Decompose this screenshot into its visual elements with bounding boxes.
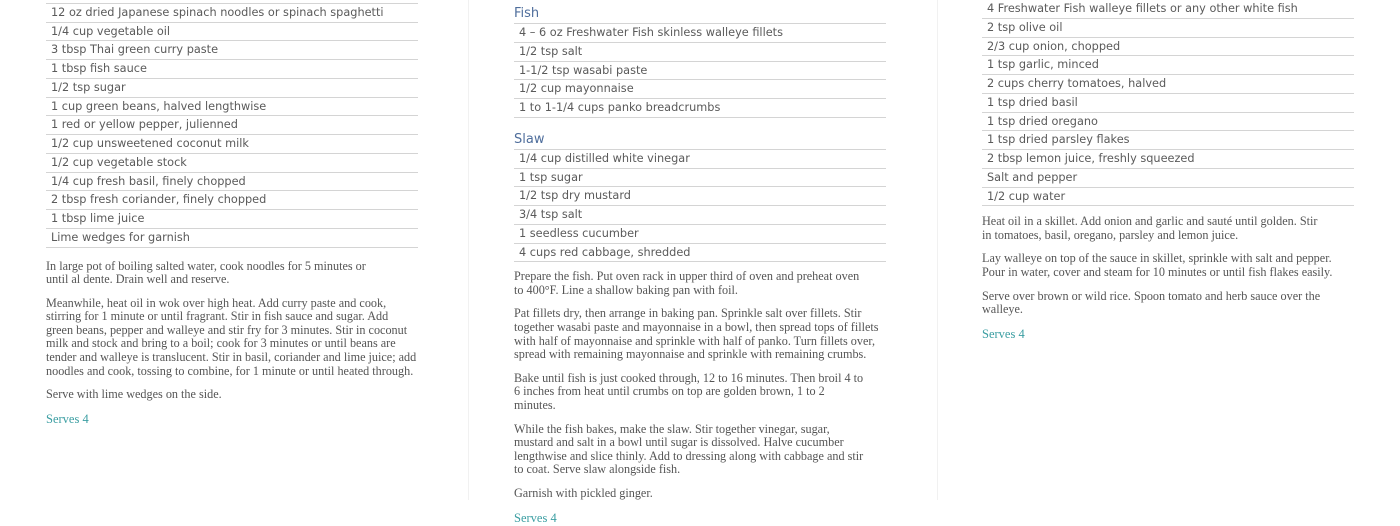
list-item: 4 Freshwater Fish walleye fillets or any other white fish <box>982 0 1354 19</box>
direction-paragraph: Lay walleye on top of the sauce in skillet, sprinkle with salt and pepper. Pour in water, cover and steam for 10 minutes or until fish flakes easily. <box>982 251 1333 280</box>
list-item: 2 cups cherry tomatoes, halved <box>982 75 1354 94</box>
list-item: 1 tsp dried basil <box>982 94 1354 113</box>
serves-label: Serves 4 <box>514 510 557 525</box>
list-item: 1 tsp sugar <box>514 169 886 188</box>
list-item: 1 tsp dried parsley flakes <box>982 131 1354 150</box>
list-item: 1 cup green beans, halved lengthwise <box>46 98 418 117</box>
direction-paragraph: Meanwhile, heat oil in wok over high heat. Add curry paste and cook, stirring for 1 minute or until fragrant. Stir in fish sauce and sugar. Add green beans, pepper and walleye and stir fry for 3 minutes. Stir in coconut milk and stock and bring to a boil; cook for 3 minutes or until beans are tender and walleye is translucent. Stir in basil, coriander and lime juice; add noodles and cook, tossing to combine, for 1 minute or until heated through. <box>46 295 417 378</box>
recipe-right <box>982 0 1354 342</box>
list-item: Salt and pepper <box>982 169 1354 188</box>
list-item: 1 red or yellow pepper, julienned <box>46 116 418 135</box>
ingredient-list-slaw <box>514 150 886 263</box>
direction-paragraph: Heat oil in a skillet. Add onion and garlic and sauté until golden. Stir in tomatoes, basil, oregano, parsley and lemon juice. <box>982 214 1318 242</box>
serves-label: Serves 4 <box>982 326 1025 341</box>
list-item: 1/2 tsp salt <box>514 43 886 62</box>
list-item: 2 tbsp lemon juice, freshly squeezed <box>982 150 1354 169</box>
list-item: 1/4 cup vegetable oil <box>46 23 418 42</box>
list-item: 3 tbsp Thai green curry paste <box>46 41 418 60</box>
list-item: 2 tbsp fresh coriander, finely chopped <box>46 191 418 210</box>
list-item: 1 tbsp fish sauce <box>46 60 418 79</box>
direction-paragraph: Serve over brown or wild rice. Spoon tomato and herb sauce over the walleye. <box>982 288 1321 317</box>
list-item: Lime wedges for garnish <box>46 229 418 248</box>
direction-paragraph: Serve with lime wedges on the side. <box>46 387 222 402</box>
page-divider <box>468 0 469 500</box>
section-heading-fish: Fish <box>514 3 886 24</box>
list-item: 1 to 1-1/4 cups panko breadcrumbs <box>514 99 886 118</box>
list-item: 1 seedless cucumber <box>514 225 886 244</box>
list-item: 12 oz dried Japanese spinach noodles or spinach spaghetti <box>46 4 418 23</box>
list-item: 4 cups red cabbage, shredded <box>514 244 886 263</box>
direction-paragraph: Prepare the fish. Put oven rack in upper third of oven and preheat oven to 400°F. Line a shallow baking pan with foil. <box>514 269 860 297</box>
serves-label: Serves 4 <box>46 411 89 426</box>
list-item: 1/2 cup unsweetened coconut milk <box>46 135 418 154</box>
list-item: 1-1/2 tsp wasabi paste <box>514 62 886 81</box>
list-item: 3/4 tsp salt <box>514 206 886 225</box>
ingredient-list <box>46 0 418 248</box>
list-item: 1 tsp garlic, minced <box>982 56 1354 75</box>
section-heading-slaw: Slaw <box>514 129 886 150</box>
list-item: 1/2 tsp dry mustard <box>514 187 886 206</box>
list-item: 1 tbsp lime juice <box>46 210 418 229</box>
direction-paragraph: Garnish with pickled ginger. <box>514 485 653 500</box>
list-item: 1/2 cup vegetable stock <box>46 154 418 173</box>
list-item: 1/2 cup mayonnaise <box>514 80 886 99</box>
direction-paragraph: While the fish bakes, make the slaw. Stir together vinegar, sugar, mustard and salt in a bowl until sugar is dissolved. Halve cucumber lengthwise and slice thinly. Add to dressing along with cabbage and stir to coat. Serve slaw alongside fish. <box>514 421 864 477</box>
recipe-middle <box>514 3 886 526</box>
list-item: 1/2 cup water <box>982 188 1354 207</box>
direction-paragraph: Pat fillets dry, then arrange in baking pan. Sprinkle salt over fillets. Stir together wasabi paste and mayonnaise in a bowl, then spread tops of fillets with half of mayonnaise and sprinkle with half of panko. Turn fillets over, spread with remaining mayonnaise and sprinkle with remaining crumbs. <box>514 306 879 362</box>
list-item: 1/4 cup fresh basil, finely chopped <box>46 173 418 192</box>
page-divider <box>937 0 938 500</box>
list-item: 2 tsp olive oil <box>982 19 1354 38</box>
list-item: 1/2 tsp sugar <box>46 79 418 98</box>
ingredient-list <box>982 0 1354 206</box>
list-item: 1 tsp dried oregano <box>982 113 1354 132</box>
direction-paragraph: Bake until fish is just cooked through, 12 to 16 minutes. Then broil 4 to 6 inches from heat until crumbs on top are golden brown, 1 to 2 minutes. <box>514 370 864 412</box>
list-item: 2/3 cup onion, chopped <box>982 38 1354 57</box>
list-item: 1/4 cup distilled white vinegar <box>514 150 886 169</box>
direction-paragraph: In large pot of boiling salted water, cook noodles for 5 minutes or until al dente. Drain well and reserve. <box>46 258 366 287</box>
ingredient-list-fish <box>514 24 886 118</box>
list-item: 4 – 6 oz Freshwater Fish skinless walleye fillets <box>514 24 886 43</box>
recipe-left <box>46 0 418 427</box>
